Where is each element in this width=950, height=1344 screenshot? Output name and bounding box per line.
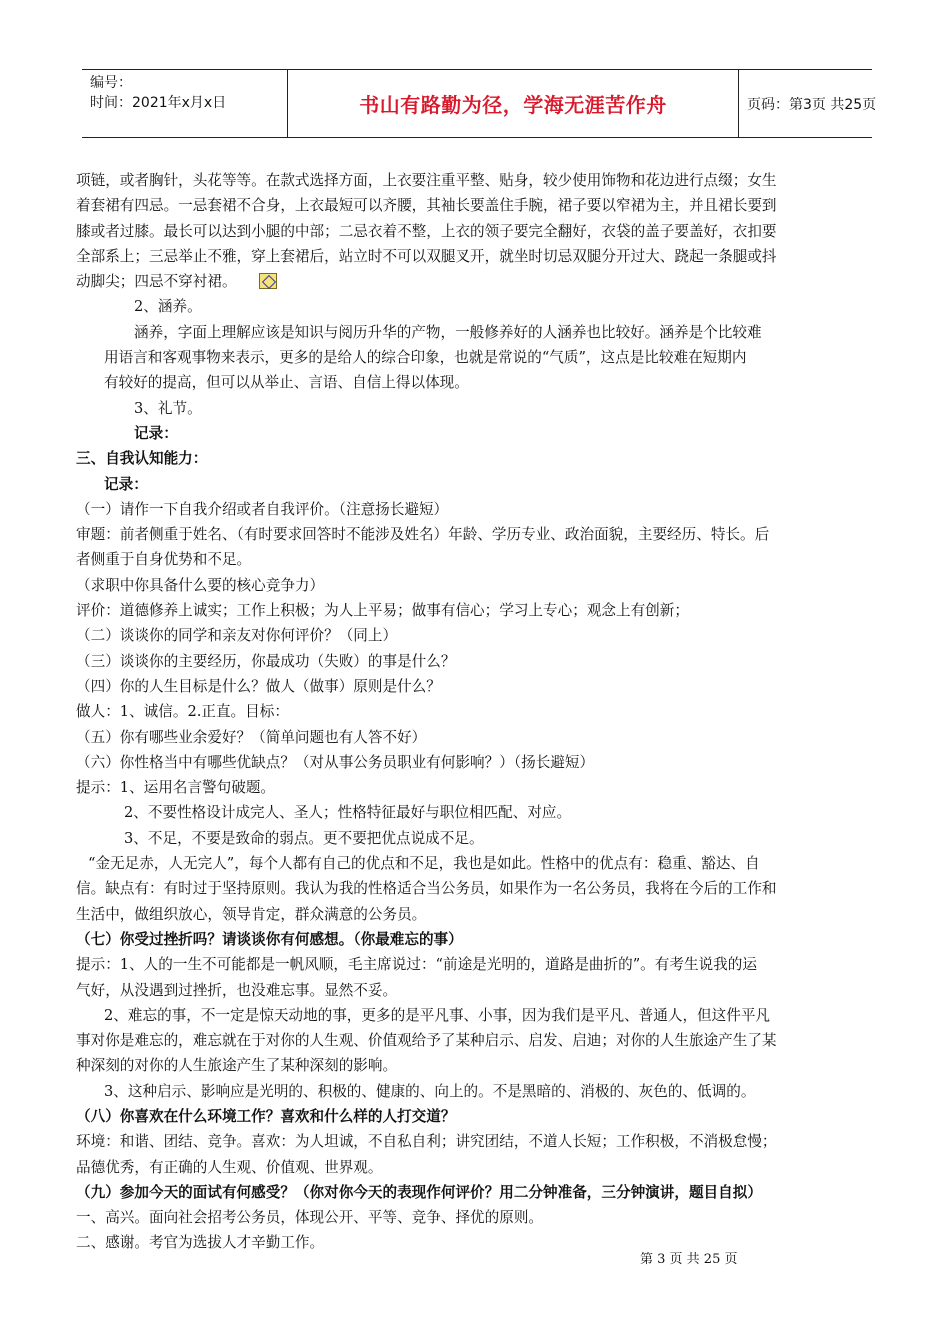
page-footer: 第 3 页 共 25 页: [640, 1252, 738, 1267]
body-line: 品德优秀，有正确的人生观、价值观、世界观。: [76, 1158, 383, 1176]
question-line: （八）你喜欢在什么环境工作？喜欢和什么样的人打交道？: [76, 1107, 456, 1125]
header-date: 时间：2021年x月x日: [90, 95, 227, 111]
embedded-object-icon[interactable]: [259, 273, 277, 289]
body-line: 环境：和谐、团结、竞争。喜欢：为人坦诚，不自私自利；讲究团结，不道人长短；工作积极，不消极怠慢；: [76, 1133, 777, 1151]
body-line: 着套裙有四忌。一忌套裙不合身，上衣最短可以齐腰，其袖长要盖住手腕，裙子要以窄裙为主，并且裙长要到: [76, 197, 777, 215]
body-line: 2、难忘的事，不一定是惊天动地的事，更多的是平凡事、小事，因为我们是平凡、普通人，但这件平凡: [104, 1006, 771, 1024]
body-line: （求职中你具备什么要的核心竞争力）: [76, 576, 325, 594]
body-text: 动脚尖；四忌不穿衬裙。: [76, 273, 237, 291]
record-label: 记录：: [134, 424, 178, 442]
body-line: 提示：1、运用名言警句破题。: [76, 779, 276, 797]
body-line: 者侧重于自身优势和不足。: [76, 551, 252, 569]
question-line: （六）你性格当中有哪些优缺点？（对从事公务员职业有何影响？）（扬长避短）: [76, 753, 595, 771]
page-header: [82, 69, 877, 138]
question-line: （三）谈谈你的主要经历，你最成功（失败）的事是什么？: [76, 652, 456, 670]
question-line: （九）参加今天的面试有何感受？（你对你今天的表现作何评价？用二分钟准备，三分钟演讲，题目自拟）: [76, 1183, 762, 1201]
header-page-number: 页码：第3页 共25页: [747, 96, 877, 113]
question-line: （一）请作一下自我介绍或者自我评价。（注意扬长避短）: [76, 500, 449, 518]
question-line: （七）你受过挫折吗？请谈谈你有何感想。（你最难忘的事）: [76, 930, 463, 948]
body-line: 2、不要性格设计成完人、圣人；性格特征最好与职位相匹配、对应。: [124, 804, 572, 822]
body-line: 信。缺点有：有时过于坚持原则。我认为我的性格适合当公务员，如果作为一名公务员，我将在今后的工作和: [76, 880, 777, 898]
body-line: 生活中，做组织放心，领导肯定，群众满意的公务员。: [76, 905, 427, 923]
question-line: （二）谈谈你的同学和亲友对你何评价？（同上）: [76, 627, 398, 645]
body-line: 3、不足，不要是致命的弱点。更不要把优点说成不足。: [124, 829, 484, 847]
body-line: 气好，从没遇到过挫折，也没难忘事。显然不妥。: [76, 981, 398, 999]
header-page-cell: [739, 70, 877, 137]
body-line: [76, 269, 884, 294]
body-line: 审题：前者侧重于姓名、（有时要求回答时不能涉及姓名）年龄、学历专业、政治面貌，主要经历、特长。后: [76, 526, 770, 544]
document-body: [76, 168, 884, 1256]
body-line: 3、这种启示、影响应是光明的、积极的、健康的、向上的。不是黑暗的、消极的、灰色的、低调的。: [104, 1082, 756, 1100]
section-heading: 2、涵养。: [134, 298, 202, 316]
section-heading: 3、礼节。: [134, 399, 202, 417]
header-number: 编号：: [90, 75, 132, 91]
body-line: 事对你是难忘的，难忘就在于对你的人生观、价值观给予了某种启示、启发、启迪；对你的人生旅途产生了某: [76, 1032, 777, 1050]
body-line: 全部系上；三忌举止不雅，穿上套裙后，站立时不可以双腿叉开，就坐时切忌双腿分开过大、跷起一条腿或抖: [76, 247, 777, 265]
body-line: 用语言和客观事物来表示，更多的是给人的综合印象，也就是常说的“气质”，这点是比较难在短期内: [104, 349, 747, 367]
question-line: （五）你有哪些业余爱好？（简单问题也有人答不好）: [76, 728, 427, 746]
body-line: 项链，或者胸针，头花等等。在款式选择方面，上衣要注重平整、贴身，较少使用饰物和花边进行点缀；女生: [76, 172, 777, 189]
record-label: 记录：: [104, 475, 148, 493]
body-line: “金无足赤，人无完人”，每个人都有自己的优点和不足，我也是如此。性格中的优点有：稳重、豁达、自: [88, 855, 760, 873]
body-line: 评价：道德修养上诚实；工作上积极；为人上平易；做事有信心；学习上专心；观念上有创新；: [76, 602, 689, 620]
section-heading: 三、自我认知能力：: [76, 450, 208, 468]
body-line: 二、感谢。考官为选拔人才辛勤工作。: [76, 1234, 325, 1252]
header-meta: [82, 70, 287, 137]
body-line: 提示：1、人的一生不可能都是一帆风顺，毛主席说过：“前途是光明的，道路是曲折的”。有考生说我的运: [76, 956, 757, 974]
body-line: 一、高兴。面向社会招考公务员，体现公开、平等、竞争、择优的原则。: [76, 1209, 544, 1227]
body-line: 涵养，字面上理解应该是知识与阅历升华的产物，一般修养好的人涵养也比较好。涵养是个比较难: [134, 323, 762, 341]
body-line: 做人：1、诚信。2.正直。目标：: [76, 703, 289, 721]
body-line: 膝或者过膝。最长可以达到小腿的中部；二忌衣着不整，上衣的领子要完全翻好，衣袋的盖子要盖好，衣扣要: [76, 222, 777, 240]
question-line: （四）你的人生目标是什么？做人（做事）原则是什么？: [76, 677, 441, 695]
header-motto-cell: [287, 70, 739, 137]
header-motto: 书山有路勤为径，学海无涯苦作舟: [359, 93, 667, 117]
body-line: 有较好的提高，但可以从举止、言语、自信上得以体现。: [104, 374, 469, 392]
body-line: 种深刻的对你的人生旅途产生了某种深刻的影响。: [76, 1057, 398, 1075]
